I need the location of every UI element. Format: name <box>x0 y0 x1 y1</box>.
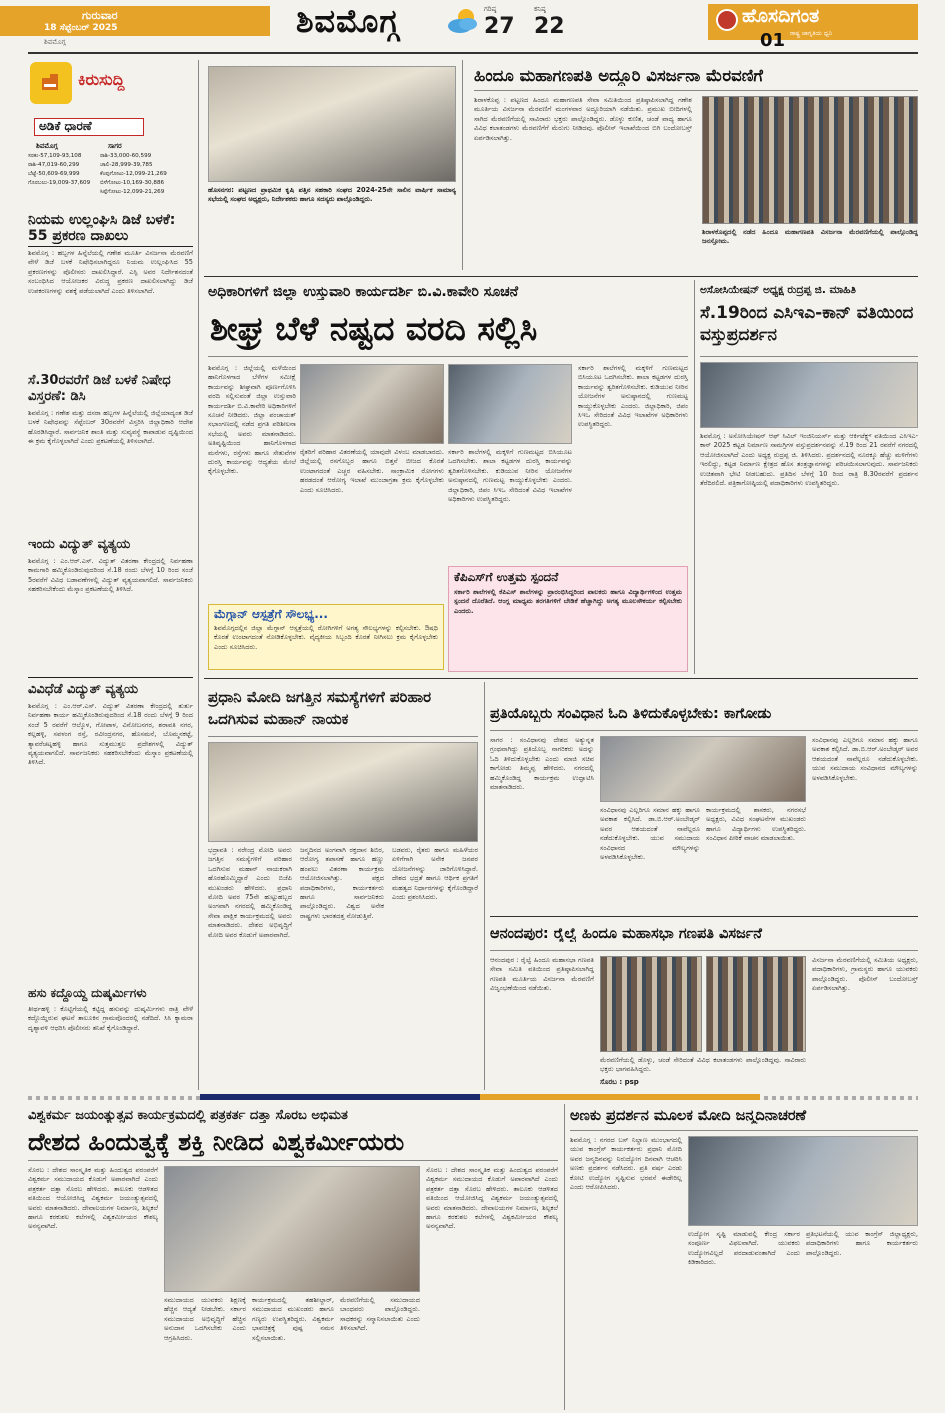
market-col1-head: ಶಿವಮೊಗ್ಗ <box>36 142 58 150</box>
left-headline-2: ಸೆ.30ರವರೆಗೆ ಡಿಜೆ ಬಳಕೆ ನಿಷೇಧ ವಿಸ್ತರಣೆ: ಡಿಸಿ <box>28 373 171 404</box>
section-rule-3 <box>490 916 918 917</box>
megan-body: ಶಿವಮೊಗ್ಗದಲ್ಲಿನ ಜಿಲ್ಲಾ ಮೆಗ್ಗಾನ್ ಆಸ್ಪತ್ರೆಯಲ್ಲಿ ರೋಗಿಗಳಿಗೆ ಅಗತ್ಯ ಸೌಲಭ್ಯಗಳನ್ನು ಕಲ್ಪಿಸಬೇಕು. ಔಷಧಿ ಕೊರತೆ ಉಂಟಾಗದಂತೆ ನೋಡಿಕೊಳ್ಳಬೇಕು. ವೈದ್ಯಕೀಯ ಸಿಬ್ಬಂದಿ ಕೊರತೆ ನೀಗಿಸಲು ಕ್ರಮ ಕೈಗೊಳ್ಳಬೇಕು ಎಂದು ಸೂಚಿಸಿದರು. <box>214 624 438 651</box>
anaku-rule <box>570 1130 918 1131</box>
market-cell: ಬಿಳೆಗೋಟು-10,169-30,886 <box>100 180 165 186</box>
left-column <box>28 212 193 1092</box>
brand-tagline: ರಾಷ್ಟ್ರ ಜಾಗೃತಿಯ ಧ್ವನಿ <box>790 30 833 37</box>
modi-photo <box>208 742 478 842</box>
anandapura-headline: ಆನಂದಪುರ: ರೈಲ್ವೆ ಹಿಂದೂ ಮಹಾಸಭಾ ಗಣಪತಿ ವಿಸರ್ಜನೆ <box>490 926 762 942</box>
acca-divider <box>694 280 695 674</box>
kpsc-headline: ಕೆಪಿಎಸ್‌ಗೆ ಉತ್ತಮ ಸ್ಪಂದನೆ <box>454 570 559 584</box>
samvidhana-rule <box>490 730 918 731</box>
modi-body-b: ಜನ್ಮದಿನದ ಅಂಗವಾಗಿ ರಕ್ತದಾನ ಶಿಬಿರ, ಆರೋಗ್ಯ ತಪಾಸಣೆ ಹಾಗೂ ಹಣ್ಣು ಹಂಪಲು ವಿತರಣಾ ಕಾರ್ಯಕ್ರಮ ಆಯೋಜಿಸಲಾಗಿತ್ತು. ಪಕ್ಷದ ಪದಾಧಿಕಾರಿಗಳು, ಕಾರ್ಯಕರ್ತರು ಹಾಗೂ ಸಾರ್ವಜನಿಕರು ಪಾಲ್ಗೊಂಡಿದ್ದರು. ವಿಶ್ವದ ಅನೇಕ ರಾಷ್ಟ್ರಗಳು ಭಾರತದತ್ತ ನೋಡುತ್ತಿವೆ. <box>300 846 384 920</box>
market-row <box>28 152 193 161</box>
market-cell: ಸಿಪ್ಪೆಗೋಟು-12,099-21,269 <box>100 189 165 195</box>
left-headline-5: ಹಸು ಕದ್ದೊಯ್ದ ದುಷ್ಕರ್ಮಿಗಳು <box>28 986 147 1000</box>
bottom-divider <box>564 1104 565 1410</box>
market-cell: ಚಾಲಿ-28,999-39,785 <box>100 162 153 168</box>
vishwakarma-photo <box>164 1166 420 1292</box>
samvidhana-photo <box>600 736 806 802</box>
vishwakarma-headline: ದೇಶದ ಹಿಂದುತ್ವಕ್ಕೆ ಶಕ್ತಿ ನೀಡಿದ ವಿಶ್ವಕರ್ಮೀಯರು <box>28 1128 405 1156</box>
market-row <box>28 161 193 170</box>
hosanagara-photo <box>208 66 456 182</box>
market-row <box>28 170 193 179</box>
ganapati-photo <box>702 96 918 224</box>
anandapura-photo-1 <box>600 956 702 1052</box>
left-text-2: ಶಿವಮೊಗ್ಗ : ಗಣೇಶ ಮತ್ತು ದಸರಾ ಹಬ್ಬಗಳ ಹಿನ್ನೆಲೆಯಲ್ಲಿ ಜಿಲ್ಲೆಯಾದ್ಯಂತ ಡಿಜೆ ಬಳಕೆ ನಿಷೇಧವನ್ನು ಸೆಪ್ಟೆಂಬರ್ 30ರವರೆಗೆ ವಿಸ್ತರಿಸಿ ಜಿಲ್ಲಾಧಿಕಾರಿ ಆದೇಶ ಹೊರಡಿಸಿದ್ದಾರೆ. ಸಾರ್ವಜನಿಕ ಶಾಂತಿ ಮತ್ತು ಸುವ್ಯವಸ್ಥೆ ಕಾಪಾಡುವ ದೃಷ್ಟಿಯಿಂದ ಈ ಕ್ರಮ ಕೈಗೊಳ್ಳಲಾಗಿದೆ ಎಂದು ಪ್ರಕಟಣೆಯಲ್ಲಿ ತಿಳಿಸಲಾಗಿದೆ. <box>28 409 193 446</box>
ganapati-rule <box>474 90 918 91</box>
kaveri-photo-1 <box>300 364 444 444</box>
top-divider <box>462 60 463 270</box>
brand-logo-icon <box>716 9 738 31</box>
market-col2-head: ಸಾಗರ <box>108 142 122 150</box>
kirusuddi-box <box>28 62 193 207</box>
vishwakarma-body-c: ಕಾರ್ಯಕ್ರಮದಲ್ಲಿ ತಹಶೀಲ್ದಾರ್, ಸಮುದಾಯದ ಮುಖಂಡರು ಹಾಗೂ ಗಣ್ಯರು ಉಪಸ್ಥಿತರಿದ್ದರು. ವಿಶ್ವಕರ್ಮ ಭಾವಚಿತ್ರಕ್ಕೆ ಪುಷ್ಪ ನಮನ ಸಲ್ಲಿಸಲಾಯಿತು. <box>252 1296 334 1342</box>
left-divider <box>198 60 199 1090</box>
market-cell: ಸರಕು-57,109-93,108 <box>28 153 82 159</box>
anaku-headline: ಅಣಕು ಪ್ರದರ್ಶನ ಮೂಲಕ ಮೋದಿ ಜನ್ಮದಿನಾಚರಣೆ <box>570 1108 807 1124</box>
anaku-photo <box>688 1136 918 1226</box>
modi-body-c: ಬಡವರು, ರೈತರು ಹಾಗೂ ಮಹಿಳೆಯರ ಏಳಿಗೆಗಾಗಿ ಅನೇಕ ಜನಪರ ಯೋಜನೆಗಳನ್ನು ಜಾರಿಗೊಳಿಸಿದ್ದಾರೆ. ದೇಶದ ಭದ್ರತೆ ಹಾಗೂ ಆರ್ಥಿಕ ಪ್ರಗತಿಗೆ ಮಹತ್ವದ ನಿರ್ಧಾರಗಳನ್ನು ಕೈಗೊಂಡಿದ್ದಾರೆ ಎಂದು ಪ್ರಶಂಸಿಸಿದರು. <box>392 846 478 902</box>
market-row <box>28 179 193 188</box>
samvidhana-body-d: ಸಂವಿಧಾನವು ಎಲ್ಲರಿಗೂ ಸಮಾನ ಹಕ್ಕು ಹಾಗೂ ಅವಕಾಶ ಕಲ್ಪಿಸಿದೆ. ಡಾ.ಬಿ.ಆರ್.ಅಂಬೇಡ್ಕರ್ ಅವರ ಆಶಯದಂತೆ ನಾವೆಲ್ಲರೂ ನಡೆದುಕೊಳ್ಳಬೇಕು. ಯುವ ಸಮುದಾಯ ಸಂವಿಧಾನದ ಮೌಲ್ಯಗಳನ್ನು ಅಳವಡಿಸಿಕೊಳ್ಳಬೇಕು. <box>812 736 918 782</box>
market-cell: ಕೆಂಪುಗೋಟು-12,099-21,269 <box>100 171 167 177</box>
acca-rule <box>700 356 918 357</box>
left-headline-4: ವಿವಿಧೆಡೆ ವಿದ್ಯುತ್ ವ್ಯತ್ಯಯ <box>28 682 139 697</box>
left-text-4: ಶಿವಮೊಗ್ಗ : ಎಂ.ಆರ್.ಎಸ್. ವಿದ್ಯುತ್ ವಿತರಣಾ ಕೇಂದ್ರದಲ್ಲಿ ತುರ್ತು ನಿರ್ವಹಣಾ ಕಾರ್ಯ ಹಮ್ಮಿಕೊಂಡಿರುವುದರಿಂದ ಸೆ.18 ರಂದು ಬೆಳಗ್ಗೆ 9 ರಿಂದ ಸಂಜೆ 5 ರವರೆಗೆ ಆಲ್ಕೊಳ, ಗೋಪಾಳ, ವಿನೋಬನಗರ, ಶರಾವತಿ ನಗರ, ಕಲ್ಲಹಳ್ಳಿ, ಸವಳಂಗ ರಸ್ತೆ, ರವೀಂದ್ರನಗರ, ಹೊಸಮನೆ, ಬೊಮ್ಮನಕಟ್ಟೆ, ತ್ಯಾವರೆಚಟ್ನಹಳ್ಳಿ ಹಾಗೂ ಸುತ್ತಮುತ್ತಲ ಪ್ರದೇಶಗಳಲ್ಲಿ ವಿದ್ಯುತ್ ವ್ಯತ್ಯಯವಾಗಲಿದೆ. ಸಾರ್ವಜನಿಕರು ಸಹಕರಿಸಬೇಕೆಂದು ಮೆಸ್ಕಾಂ ಪ್ರಕಟಣೆಯಲ್ಲಿ ತಿಳಿಸಿದೆ. <box>28 702 193 767</box>
vishwakarma-body-e: ಸೊರಬ : ದೇಶದ ಸಾಂಸ್ಕೃತಿಕ ಮತ್ತು ಹಿಂದುತ್ವದ ಪರಂಪರೆಗೆ ವಿಶ್ವಕರ್ಮ ಸಮುದಾಯದ ಕೊಡುಗೆ ಅಪಾರವಾಗಿದೆ ಎಂದು ಪತ್ರಕರ್ತ ದತ್ತಾ ಸೊರಬ ಹೇಳಿದರು. ತಾಲೂಕು ಆಡಳಿತದ ವತಿಯಿಂದ ಆಯೋಜಿಸಿದ್ದ ವಿಶ್ವಕರ್ಮ ಜಯಂತ್ಯುತ್ಸವದಲ್ಲಿ ಅವರು ಮಾತನಾಡಿದರು. ದೇವಾಲಯಗಳ ನಿರ್ಮಾಣ, ಶಿಲ್ಪಕಲೆ ಹಾಗೂ ಕರಕುಶಲ ಕಲೆಗಳಲ್ಲಿ ವಿಶ್ವಕರ್ಮೀಯರ ಕೌಶಲ್ಯ ಅನನ್ಯವಾಗಿದೆ. <box>426 1166 558 1231</box>
main-body-a: ಶಿವಮೊಗ್ಗ : ಜಿಲ್ಲೆಯಲ್ಲಿ ಮಳೆಯಿಂದ ಹಾನಿಗೊಳಗಾದ ಬೆಳೆಗಳ ಸಮೀಕ್ಷೆ ಕಾರ್ಯವನ್ನು ಶೀಘ್ರವಾಗಿ ಪೂರ್ಣಗೊಳಿಸಿ ವರದಿ ಸಲ್ಲಿಸುವಂತೆ ಜಿಲ್ಲಾ ಉಸ್ತುವಾರಿ ಕಾರ್ಯದರ್ಶಿ ಬಿ.ವಿ.ಕಾವೇರಿ ಅಧಿಕಾರಿಗಳಿಗೆ ಸೂಚನೆ ನೀಡಿದರು. ಜಿಲ್ಲಾ ಪಂಚಾಯತ್ ಸಭಾಂಗಣದಲ್ಲಿ ನಡೆದ ಪ್ರಗತಿ ಪರಿಶೀಲನಾ ಸಭೆಯಲ್ಲಿ ಅವರು ಮಾತನಾಡಿದರು. ಅತಿವೃಷ್ಟಿಯಿಂದ ಹಾನಿಗೊಳಗಾದ ಮನೆಗಳು, ರಸ್ತೆಗಳು ಹಾಗೂ ಸೇತುವೆಗಳ ದುರಸ್ತಿ ಕಾರ್ಯವನ್ನು ಆದ್ಯತೆಯ ಮೇಲೆ ಕೈಗೊಳ್ಳಬೇಕು. <box>208 364 296 476</box>
main-kicker: ಅಧಿಕಾರಿಗಳಿಗೆ ಜಿಲ್ಲಾ ಉಸ್ತುವಾರಿ ಕಾರ್ಯದರ್ಶಿ ಬಿ.ವಿ.ಕಾವೇರಿ ಸೂಚನೆ <box>208 284 519 300</box>
market-cell: ಗೊರಬಲು-19,009-37,609 <box>28 180 91 186</box>
vishwakarma-body-a: ಸೊರಬ : ದೇಶದ ಸಾಂಸ್ಕೃತಿಕ ಮತ್ತು ಹಿಂದುತ್ವದ ಪರಂಪರೆಗೆ ವಿಶ್ವಕರ್ಮ ಸಮುದಾಯದ ಕೊಡುಗೆ ಅಪಾರವಾಗಿದೆ ಎಂದು ಪತ್ರಕರ್ತ ದತ್ತಾ ಸೊರಬ ಹೇಳಿದರು. ತಾಲೂಕು ಆಡಳಿತದ ವತಿಯಿಂದ ಆಯೋಜಿಸಿದ್ದ ವಿಶ್ವಕರ್ಮ ಜಯಂತ್ಯುತ್ಸವದಲ್ಲಿ ಅವರು ಮಾತನಾಡಿದರು. ದೇವಾಲಯಗಳ ನಿರ್ಮಾಣ, ಶಿಲ್ಪಕಲೆ ಹಾಗೂ ಕರಕುಶಲ ಕಲೆಗಳಲ್ಲಿ ವಿಶ್ವಕರ್ಮೀಯರ ಕೌಶಲ್ಯ ಅನನ್ಯವಾಗಿದೆ. <box>28 1166 158 1231</box>
kpsc-body: ಸರ್ಕಾರಿ ಶಾಲೆಗಳಲ್ಲಿ ಕೆಪಿಎಸ್ ಶಾಲೆಗಳನ್ನು ಪ್ರಾರಂಭಿಸಿದ್ದರಿಂದ ಪಾಲಕರು ಹಾಗೂ ವಿದ್ಯಾರ್ಥಿಗಳಿಂದ ಉತ್ತಮ ಸ್ಪಂದನೆ ದೊರೆತಿದೆ. ಆಂಗ್ಲ ಮಾಧ್ಯಮ ತರಗತಿಗಳಿಗೆ ಬೇಡಿಕೆ ಹೆಚ್ಚಾಗಿದ್ದು ಅಗತ್ಯ ಮೂಲಸೌಕರ್ಯ ಕಲ್ಪಿಸಬೇಕು ಎಂದರು. <box>454 588 682 615</box>
samvidhana-body-a: ಸಾಗರ : ಸಂವಿಧಾನವು ದೇಶದ ಅತ್ಯುನ್ನತ ಗ್ರಂಥವಾಗಿದ್ದು ಪ್ರತಿಯೊಬ್ಬ ನಾಗರಿಕರು ಅದನ್ನು ಓದಿ ತಿಳಿದುಕೊಳ್ಳಬೇಕು ಎಂದು ಮಾಜಿ ಸಚಿವ ಕಾಗೋಡು ತಿಮ್ಮಪ್ಪ ಹೇಳಿದರು. ನಗರದಲ್ಲಿ ಹಮ್ಮಿಕೊಂಡಿದ್ದ ಕಾರ್ಯಕ್ರಮ ಉದ್ಘಾಟಿಸಿ ಮಾತನಾಡಿದರು. <box>490 736 594 792</box>
modi-divider <box>484 682 485 1090</box>
modi-rule <box>208 736 478 737</box>
kaveri-photo-2 <box>448 364 572 444</box>
anandapura-body-b: ಮೆರವಣಿಗೆಯಲ್ಲಿ ಡೊಳ್ಳು, ಚಂಡೆ ಸೇರಿದಂತೆ ವಿವಿಧ ಕಲಾತಂಡಗಳು ಪಾಲ್ಗೊಂಡಿದ್ದವು. ಸಾವಿರಾರು ಭಕ್ತರು ಭಾಗವಹಿಸಿದ್ದರು. <box>600 1056 806 1074</box>
masthead-date: 18 ಸೆಪ್ಟೆಂಬರ್ 2025 <box>44 23 118 33</box>
anaku-body-c: ಪ್ರತಿಭಟನೆಯಲ್ಲಿ ಯುವ ಕಾಂಗ್ರೆಸ್ ಜಿಲ್ಲಾಧ್ಯಕ್ಷರು, ಪದಾಧಿಕಾರಿಗಳು ಹಾಗೂ ಕಾರ್ಯಕರ್ತರು ಪಾಲ್ಗೊಂಡಿದ್ದರು. <box>806 1230 918 1257</box>
anandapura-credit: ಸೊರಬ : psp <box>600 1078 639 1086</box>
main-body-c: ಸರ್ಕಾರಿ ಶಾಲೆಗಳಲ್ಲಿ ಮಕ್ಕಳಿಗೆ ಗುಣಮಟ್ಟದ ಬಿಸಿಯೂಟ ಒದಗಿಸಬೇಕು. ಶಾಲಾ ಕಟ್ಟಡಗಳ ದುರಸ್ತಿ ಕಾರ್ಯವನ್ನು ತ್ವರಿತಗೊಳಿಸಬೇಕು. ಕುಡಿಯುವ ನೀರಿನ ಯೋಜನೆಗಳ ಅನುಷ್ಠಾನದಲ್ಲಿ ಗುಣಮಟ್ಟ ಕಾಯ್ದುಕೊಳ್ಳಬೇಕು ಎಂದರು. ಜಿಲ್ಲಾಧಿಕಾರಿ, ಜಿಪಂ ಸಿಇಒ ಸೇರಿದಂತೆ ವಿವಿಧ ಇಲಾಖೆಗಳ ಅಧಿಕಾರಿಗಳು ಉಪಸ್ಥಿತರಿದ್ದರು. <box>448 448 572 504</box>
vishwakarma-body-d: ಮೆರವಣಿಗೆಯಲ್ಲಿ ಸಮುದಾಯದ ಬಾಂಧವರು ಪಾಲ್ಗೊಂಡಿದ್ದರು. ಸಾಧಕರನ್ನು ಸನ್ಮಾನಿಸಲಾಯಿತು ಎಂದು ತಿಳಿಸಲಾಗಿದೆ. <box>340 1296 420 1333</box>
vishwakarma-body-b: ಸಮುದಾಯದ ಯುವಕರು ಶಿಕ್ಷಣಕ್ಕೆ ಹೆಚ್ಚಿನ ಆದ್ಯತೆ ನೀಡಬೇಕು. ಸರ್ಕಾರ ಸಮುದಾಯದ ಅಭಿವೃದ್ಧಿಗೆ ಹೆಚ್ಚಿನ ಅನುದಾನ ಒದಗಿಸಬೇಕು ಎಂದು ಆಗ್ರಹಿಸಿದರು. <box>164 1296 246 1342</box>
section-rule-2 <box>204 678 918 679</box>
megan-headline: ಮೆಗ್ಗಾನ್ ಆಸ್ಪತ್ರೆಗೆ ಸೌಲಭ್ಯ... <box>214 607 328 621</box>
market-table <box>28 152 193 197</box>
main-body-b: ರೈತರಿಗೆ ಪರಿಹಾರ ವಿತರಣೆಯಲ್ಲಿ ಯಾವುದೇ ವಿಳಂಬ ಮಾಡಬಾರದು. ಜಿಲ್ಲೆಯಲ್ಲಿ ರಸಗೊಬ್ಬರ ಹಾಗೂ ಬಿತ್ತನೆ ಬೀಜದ ಕೊರತೆ ಉಂಟಾಗದಂತೆ ಎಚ್ಚರ ವಹಿಸಬೇಕು. ಸಾಂಕ್ರಾಮಿಕ ರೋಗಗಳು ಹರಡದಂತೆ ಆರೋಗ್ಯ ಇಲಾಖೆ ಮುಂಜಾಗ್ರತಾ ಕ್ರಮ ಕೈಗೊಳ್ಳಬೇಕು ಎಂದು ಸೂಚಿಸಿದರು. <box>300 448 444 494</box>
market-cell: ರಾಶಿ-33,000-60,599 <box>100 153 152 159</box>
anandapura-photo-2 <box>706 956 806 1052</box>
ganapati-headline: ಹಿಂದೂ ಮಹಾಗಣಪತಿ ಅದ್ದೂರಿ ವಿಸರ್ಜನಾ ಮೆರವಣಿಗೆ <box>474 66 763 85</box>
market-cell <box>28 188 100 197</box>
anandapura-body-c: ವಿಸರ್ಜನಾ ಮೆರವಣಿಗೆಯಲ್ಲಿ ಸಮಿತಿಯ ಅಧ್ಯಕ್ಷರು, ಪದಾಧಿಕಾರಿಗಳು, ಗ್ರಾಮಸ್ಥರು ಹಾಗೂ ಯುವಕರು ಪಾಲ್ಗೊಂಡಿದ್ದರು. ಪೊಲೀಸ್ ಬಂದೋಬಸ್ತ್ ಏರ್ಪಡಿಸಲಾಗಿತ್ತು. <box>812 956 918 993</box>
section-rule-1 <box>204 276 918 277</box>
anandapura-body-a: ಆನಂದಪುರ : ರೈಲ್ವೆ ಹಿಂದೂ ಮಹಾಸಭಾ ಗಣಪತಿ ಸೇವಾ ಸಮಿತಿ ವತಿಯಿಂದ ಪ್ರತಿಷ್ಠಾಪಿಸಲಾಗಿದ್ದ ಗಣಪತಿ ಮೂರ್ತಿಯ ವಿಸರ್ಜನಾ ಮೆರವಣಿಗೆ ವಿಜೃಂಭಣೆಯಿಂದ ನಡೆಯಿತು. <box>490 956 594 993</box>
vishwakarma-rule <box>28 1160 558 1161</box>
left-text-3: ಶಿವಮೊಗ್ಗ : ಎಂ.ಆರ್.ಎಸ್. ವಿದ್ಯುತ್ ವಿತರಣಾ ಕೇಂದ್ರದಲ್ಲಿ ನಿರ್ವಹಣಾ ಕಾಮಗಾರಿ ಹಮ್ಮಿಕೊಂಡಿರುವುದರಿಂದ ಸೆ.18 ರಂದು ಬೆಳಗ್ಗೆ 10 ರಿಂದ ಸಂಜೆ 5ರವರೆಗೆ ವಿವಿಧ ಬಡಾವಣೆಗಳಲ್ಲಿ ವಿದ್ಯುತ್ ವ್ಯತ್ಯಯವಾಗಲಿದೆ. ಸಾರ್ವಜನಿಕರು ಸಹಕರಿಸಬೇಕೆಂದು ಮೆಸ್ಕಾಂ ಪ್ರಕಟಣೆಯಲ್ಲಿ ತಿಳಿಸಿದೆ. <box>28 557 193 594</box>
market-cell: ರಾಶಿ-47,019-60,299 <box>28 162 80 168</box>
temp-min-label: ಕನಿಷ್ಠ <box>534 5 546 13</box>
weather-icon <box>446 6 480 36</box>
left-headline-3: ಇಂದು ವಿದ್ಯುತ್ ವ್ಯತ್ಯಯ <box>28 537 131 552</box>
left-text-1: ಶಿವಮೊಗ್ಗ : ಹಬ್ಬಗಳ ಹಿನ್ನೆಲೆಯಲ್ಲಿ ಗಣೇಶ ಮೂರ್ತಿ ವಿಸರ್ಜನಾ ಮೆರವಣಿಗೆ ವೇಳೆ ಡಿಜೆ ಬಳಕೆ ನಿಷೇಧಿಸಲಾಗಿದ್ದರೂ ನಿಯಮ ಉಲ್ಲಂಘಿಸಿದ 55 ಪ್ರಕರಣಗಳನ್ನು ಪೊಲೀಸರು ದಾಖಲಿಸಿದ್ದಾರೆ. ಎಸ್ಪಿ ಅವರ ನಿರ್ದೇಶನದಂತೆ ಸಂಬಂಧಿಸಿದ ಆಯೋಜಕರ ವಿರುದ್ಧ ಪ್ರಕರಣ ದಾಖಲಿಸಲಾಗಿದ್ದು ಡಿಜೆ ಉಪಕರಣಗಳನ್ನು ವಶಕ್ಕೆ ಪಡೆಯಲಾಗಿದೆ ಎಂದು ತಿಳಿಸಲಾಗಿದೆ. <box>28 249 193 295</box>
temp-min: 22 <box>534 14 565 39</box>
vishwakarma-kicker: ವಿಶ್ವಕರ್ಮ ಜಯಂತ್ಯುತ್ಸವ ಕಾರ್ಯಕ್ರಮದಲ್ಲಿ ಪತ್ರಕರ್ತ ದತ್ತಾ ಸೊರಬ ಅಭಿಮತ <box>28 1108 348 1123</box>
masthead-left-band <box>0 6 270 36</box>
acca-headline: ಸೆ.19ರಿಂದ ಎಸಿಇಎ-ಕಾನ್ ವತಿಯಿಂದ ವಸ್ತುಪ್ರದರ್ಶನ <box>700 303 914 345</box>
temp-max-label: ಗರಿಷ್ಠ <box>484 5 497 13</box>
main-body-d: ಸರ್ಕಾರಿ ಶಾಲೆಗಳಲ್ಲಿ ಮಕ್ಕಳಿಗೆ ಗುಣಮಟ್ಟದ ಬಿಸಿಯೂಟ ಒದಗಿಸಬೇಕು. ಶಾಲಾ ಕಟ್ಟಡಗಳ ದುರಸ್ತಿ ಕಾರ್ಯವನ್ನು ತ್ವರಿತಗೊಳಿಸಬೇಕು. ಕುಡಿಯುವ ನೀರಿನ ಯೋಜನೆಗಳ ಅನುಷ್ಠಾನದಲ್ಲಿ ಗುಣಮಟ್ಟ ಕಾಯ್ದುಕೊಳ್ಳಬೇಕು ಎಂದರು. ಜಿಲ್ಲಾಧಿಕಾರಿ, ಜಿಪಂ ಸಿಇಒ ಸೇರಿದಂತೆ ವಿವಿಧ ಇಲಾಖೆಗಳ ಅಧಿಕಾರಿಗಳು ಉಪಸ್ಥಿತರಿದ್ದರು. <box>578 364 688 429</box>
market-row <box>28 188 193 197</box>
modi-headline: ಪ್ರಧಾನಿ ಮೋದಿ ಜಗತ್ತಿನ ಸಮಸ್ಯೆಗಳಿಗೆ ಪರಿಹಾರ ಒದಗಿಸುವ ಮಹಾನ್ ನಾಯಕ <box>208 688 432 728</box>
modi-body-a: ಭದ್ರಾವತಿ : ನರೇಂದ್ರ ಮೋದಿ ಅವರು ಜಗತ್ತಿನ ಸಮಸ್ಯೆಗಳಿಗೆ ಪರಿಹಾರ ಒದಗಿಸುವ ಮಹಾನ್ ನಾಯಕರಾಗಿ ಹೊರಹೊಮ್ಮಿದ್ದಾರೆ ಎಂದು ಬಿಜೆಪಿ ಮುಖಂಡರು ಹೇಳಿದರು. ಪ್ರಧಾನಿ ಮೋದಿ ಅವರ 75ನೇ ಹುಟ್ಟುಹಬ್ಬದ ಅಂಗವಾಗಿ ನಗರದಲ್ಲಿ ಹಮ್ಮಿಕೊಂಡಿದ್ದ ಸೇವಾ ಪಾಕ್ಷಿಕ ಕಾರ್ಯಕ್ರಮದಲ್ಲಿ ಅವರು ಮಾತನಾಡಿದರು. ದೇಶದ ಅಭಿವೃದ್ಧಿಗೆ ಮೋದಿ ಅವರ ಕೊಡುಗೆ ಅಪಾರವಾಗಿದೆ. <box>208 846 292 939</box>
main-rule <box>208 356 688 357</box>
market-cell: ಬೆಟ್ಟೆ-50,609-69,999 <box>28 171 80 177</box>
samvidhana-body-b: ಸಂವಿಧಾನವು ಎಲ್ಲರಿಗೂ ಸಮಾನ ಹಕ್ಕು ಹಾಗೂ ಅವಕಾಶ ಕಲ್ಪಿಸಿದೆ. ಡಾ.ಬಿ.ಆರ್.ಅಂಬೇಡ್ಕರ್ ಅವರ ಆಶಯದಂತೆ ನಾವೆಲ್ಲರೂ ನಡೆದುಕೊಳ್ಳಬೇಕು. ಯುವ ಸಮುದಾಯ ಸಂವಿಧಾನದ ಮೌಲ್ಯಗಳನ್ನು ಅಳವಡಿಸಿಕೊಳ್ಳಬೇಕು. <box>600 806 700 862</box>
ganapati-body: ಶಿರಾಳಕೊಪ್ಪ : ಪಟ್ಟಣದ ಹಿಂದೂ ಮಹಾಗಣಪತಿ ಸೇವಾ ಸಮಿತಿಯಿಂದ ಪ್ರತಿಷ್ಠಾಪಿಸಲಾಗಿದ್ದ ಗಣೇಶ ಮೂರ್ತಿಯ ವಿಸರ್ಜನಾ ಮೆರವಣಿಗೆ ಮಂಗಳವಾರ ಅದ್ದೂರಿಯಾಗಿ ನಡೆಯಿತು. ಪ್ರಮುಖ ಬೀದಿಗಳಲ್ಲಿ ಸಾಗಿದ ಮೆರವಣಿಗೆಯಲ್ಲಿ ಸಾವಿರಾರು ಭಕ್ತರು ಪಾಲ್ಗೊಂಡಿದ್ದರು. ಡೊಳ್ಳು ಕುಣಿತ, ಚಂಡೆ ವಾದ್ಯ ಹಾಗೂ ವಿವಿಧ ಕಲಾತಂಡಗಳು ಮೆರವಣಿಗೆಗೆ ಮೆರುಗು ನೀಡಿದವು. ಪೊಲೀಸ್ ಇಲಾಖೆಯಿಂದ ಬಿಗಿ ಬಂದೋಬಸ್ತ್ ಏರ್ಪಡಿಸಲಾಗಿತ್ತು. <box>474 96 692 142</box>
masthead-city-title: ಶಿವಮೊಗ್ಗ <box>296 2 400 40</box>
anaku-body-a: ಶಿವಮೊಗ್ಗ : ನಗರದ ಬಸ್ ನಿಲ್ದಾಣ ಮುಂಭಾಗದಲ್ಲಿ ಯುವ ಕಾಂಗ್ರೆಸ್ ಕಾರ್ಯಕರ್ತರು ಪ್ರಧಾನಿ ಮೋದಿ ಅವರ ಜನ್ಮದಿನವನ್ನು ನಿರುದ್ಯೋಗ ದಿನವಾಗಿ ಆಚರಿಸಿ ಅಣಕು ಪ್ರದರ್ಶನ ನಡೆಸಿದರು. ಪ್ರತಿ ವರ್ಷ ಎರಡು ಕೋಟಿ ಉದ್ಯೋಗ ಸೃಷ್ಟಿಸುವ ಭರವಸೆ ಈಡೇರಿಲ್ಲ ಎಂದು ಆರೋಪಿಸಿದರು. <box>570 1136 682 1192</box>
anaku-body-b: ಉದ್ಯೋಗ ಸೃಷ್ಟಿ ಮಾಡುವಲ್ಲಿ ಕೇಂದ್ರ ಸರ್ಕಾರ ಸಂಪೂರ್ಣ ವಿಫಲವಾಗಿದೆ. ಯುವಕರು ಉದ್ಯೋಗವಿಲ್ಲದೆ ಪರದಾಡುವಂತಾಗಿದೆ ಎಂದು ಕಿಡಿಕಾರಿದರು. <box>688 1230 800 1267</box>
acca-body: ಶಿವಮೊಗ್ಗ : ಅಸೋಸಿಯೇಷನ್ ಆಫ್ ಸಿವಿಲ್ ಇಂಜಿನಿಯರ್ಸ್ ಮತ್ತು ಆರ್ಕಿಟೆಕ್ಟ್ಸ್ ವತಿಯಿಂದ ಎಸಿಇಎ-ಕಾನ್ 2025 ಕಟ್ಟಡ ನಿರ್ಮಾಣ ಸಾಮಗ್ರಿಗಳ ವಸ್ತುಪ್ರದರ್ಶನವನ್ನು ಸೆ.19 ರಿಂದ 21 ರವರೆಗೆ ನಗರದಲ್ಲಿ ಆಯೋಜಿಸಲಾಗಿದೆ ಎಂದು ಅಧ್ಯಕ್ಷ ರುದ್ರಪ್ಪ ಜಿ. ತಿಳಿಸಿದರು. ಪ್ರದರ್ಶನದಲ್ಲಿ ನೂರಕ್ಕೂ ಹೆಚ್ಚು ಮಳಿಗೆಗಳು ಇರಲಿದ್ದು, ಕಟ್ಟಡ ನಿರ್ಮಾಣ ಕ್ಷೇತ್ರದ ಹೊಸ ತಂತ್ರಜ್ಞಾನಗಳನ್ನು ಪರಿಚಯಿಸಲಾಗುವುದು. ಸಾರ್ವಜನಿಕರು ಉಚಿತವಾಗಿ ಭೇಟಿ ನೀಡಬಹುದು. ಪ್ರತಿದಿನ ಬೆಳಗ್ಗೆ 10 ರಿಂದ ರಾತ್ರಿ 8.30ರವರೆಗೆ ಪ್ರದರ್ಶನ ತೆರೆದಿರಲಿದೆ. ಪತ್ರಿಕಾಗೋಷ್ಠಿಯಲ್ಲಿ ಪದಾಧಿಕಾರಿಗಳು ಉಪಸ್ಥಿತರಿದ್ದರು. <box>700 432 918 488</box>
main-headline: ಶೀಘ್ರ ಬೆಳೆ ನಷ್ಟದ ವರದಿ ಸಲ್ಲಿಸಿ <box>210 309 538 348</box>
kirusuddi-badge-icon <box>30 62 72 104</box>
acca-kicker: ಅಸೋಸಿಯೇಷನ್ ಅಧ್ಯಕ್ಷ ರುದ್ರಪ್ಪ ಜಿ. ಮಾಹಿತಿ <box>700 284 856 296</box>
section-divider-accent <box>200 1094 760 1100</box>
market-title: ಅಡಿಕೆ ಧಾರಣೆ <box>34 118 144 136</box>
samvidhana-body-c: ಕಾರ್ಯಕ್ರಮದಲ್ಲಿ ಶಾಸಕರು, ನಗರಸಭೆ ಅಧ್ಯಕ್ಷರು, ವಿವಿಧ ಸಂಘಟನೆಗಳ ಮುಖಂಡರು ಹಾಗೂ ವಿದ್ಯಾರ್ಥಿಗಳು ಉಪಸ್ಥಿತರಿದ್ದರು. ಸಂವಿಧಾನ ಪೀಠಿಕೆ ವಾಚನ ಮಾಡಲಾಯಿತು. <box>706 806 806 843</box>
masthead-rule <box>28 52 918 54</box>
acca-photo <box>700 362 918 428</box>
left-headline-1: ನಿಯಮ ಉಲ್ಲಂಘಿಸಿ ಡಿಜೆ ಬಳಕೆ: 55 ಪ್ರಕರಣ ದಾಖಲು <box>28 212 176 244</box>
left-text-5: ತೀರ್ಥಹಳ್ಳಿ : ಕೊಟ್ಟಿಗೆಯಲ್ಲಿ ಕಟ್ಟಿದ್ದ ಹಸುವನ್ನು ದುಷ್ಕರ್ಮಿಗಳು ರಾತ್ರಿ ವೇಳೆ ಕದ್ದೊಯ್ದಿರುವ ಘಟನೆ ತಾಲೂಕಿನ ಗ್ರಾಮವೊಂದರಲ್ಲಿ ನಡೆದಿದೆ. ಸಿಸಿ ಕ್ಯಾಮರಾ ದೃಶ್ಯಾವಳಿ ಆಧರಿಸಿ ಪೊಲೀಸರು ತನಿಖೆ ಕೈಗೊಂಡಿದ್ದಾರೆ. <box>28 1005 193 1032</box>
samvidhana-headline: ಪ್ರತಿಯೊಬ್ಬರು ಸಂವಿಧಾನ ಓದಿ ತಿಳಿದುಕೊಳ್ಳಬೇಕು: ಕಾಗೋಡು <box>490 706 772 722</box>
ganapati-photo-caption: ಶಿರಾಳಕೊಪ್ಪದಲ್ಲಿ ನಡೆದ ಹಿಂದೂ ಮಹಾಗಣಪತಿ ವಿಸರ್ಜನಾ ಮೆರವಣಿಗೆಯಲ್ಲಿ ಪಾಲ್ಗೊಂಡಿದ್ದ ಜನಸ್ತೋಮ. <box>702 228 918 246</box>
temp-max: 27 <box>484 14 515 39</box>
hosanagara-caption: ಹೊಸನಗರ: ಪಟ್ಟಣದ ಪ್ರಾಥಮಿಕ ಕೃಷಿ ಪತ್ತಿನ ಸಹಕಾರಿ ಸಂಘದ 2024-25ನೇ ಸಾಲಿನ ವಾರ್ಷಿಕ ಸಾಮಾನ್ಯ ಸಭೆಯಲ್ಲಿ ಸಂಘದ ಅಧ್ಯಕ್ಷರು, ನಿರ್ದೇಶಕರು ಹಾಗೂ ಸದಸ್ಯರು ಪಾಲ್ಗೊಂಡಿದ್ದರು. <box>208 186 456 204</box>
anandapura-rule <box>490 950 918 951</box>
masthead-day: ಗುರುವಾರ <box>82 9 118 22</box>
masthead <box>0 0 945 50</box>
masthead-city-small: ಶಿವಮೊಗ್ಗ <box>44 38 66 46</box>
kirusuddi-label: ಕಿರುಸುದ್ದಿ <box>78 70 125 89</box>
page-number: 01 <box>760 30 786 51</box>
brand-name: ಹೊಸದಿಗಂತ <box>742 5 820 27</box>
